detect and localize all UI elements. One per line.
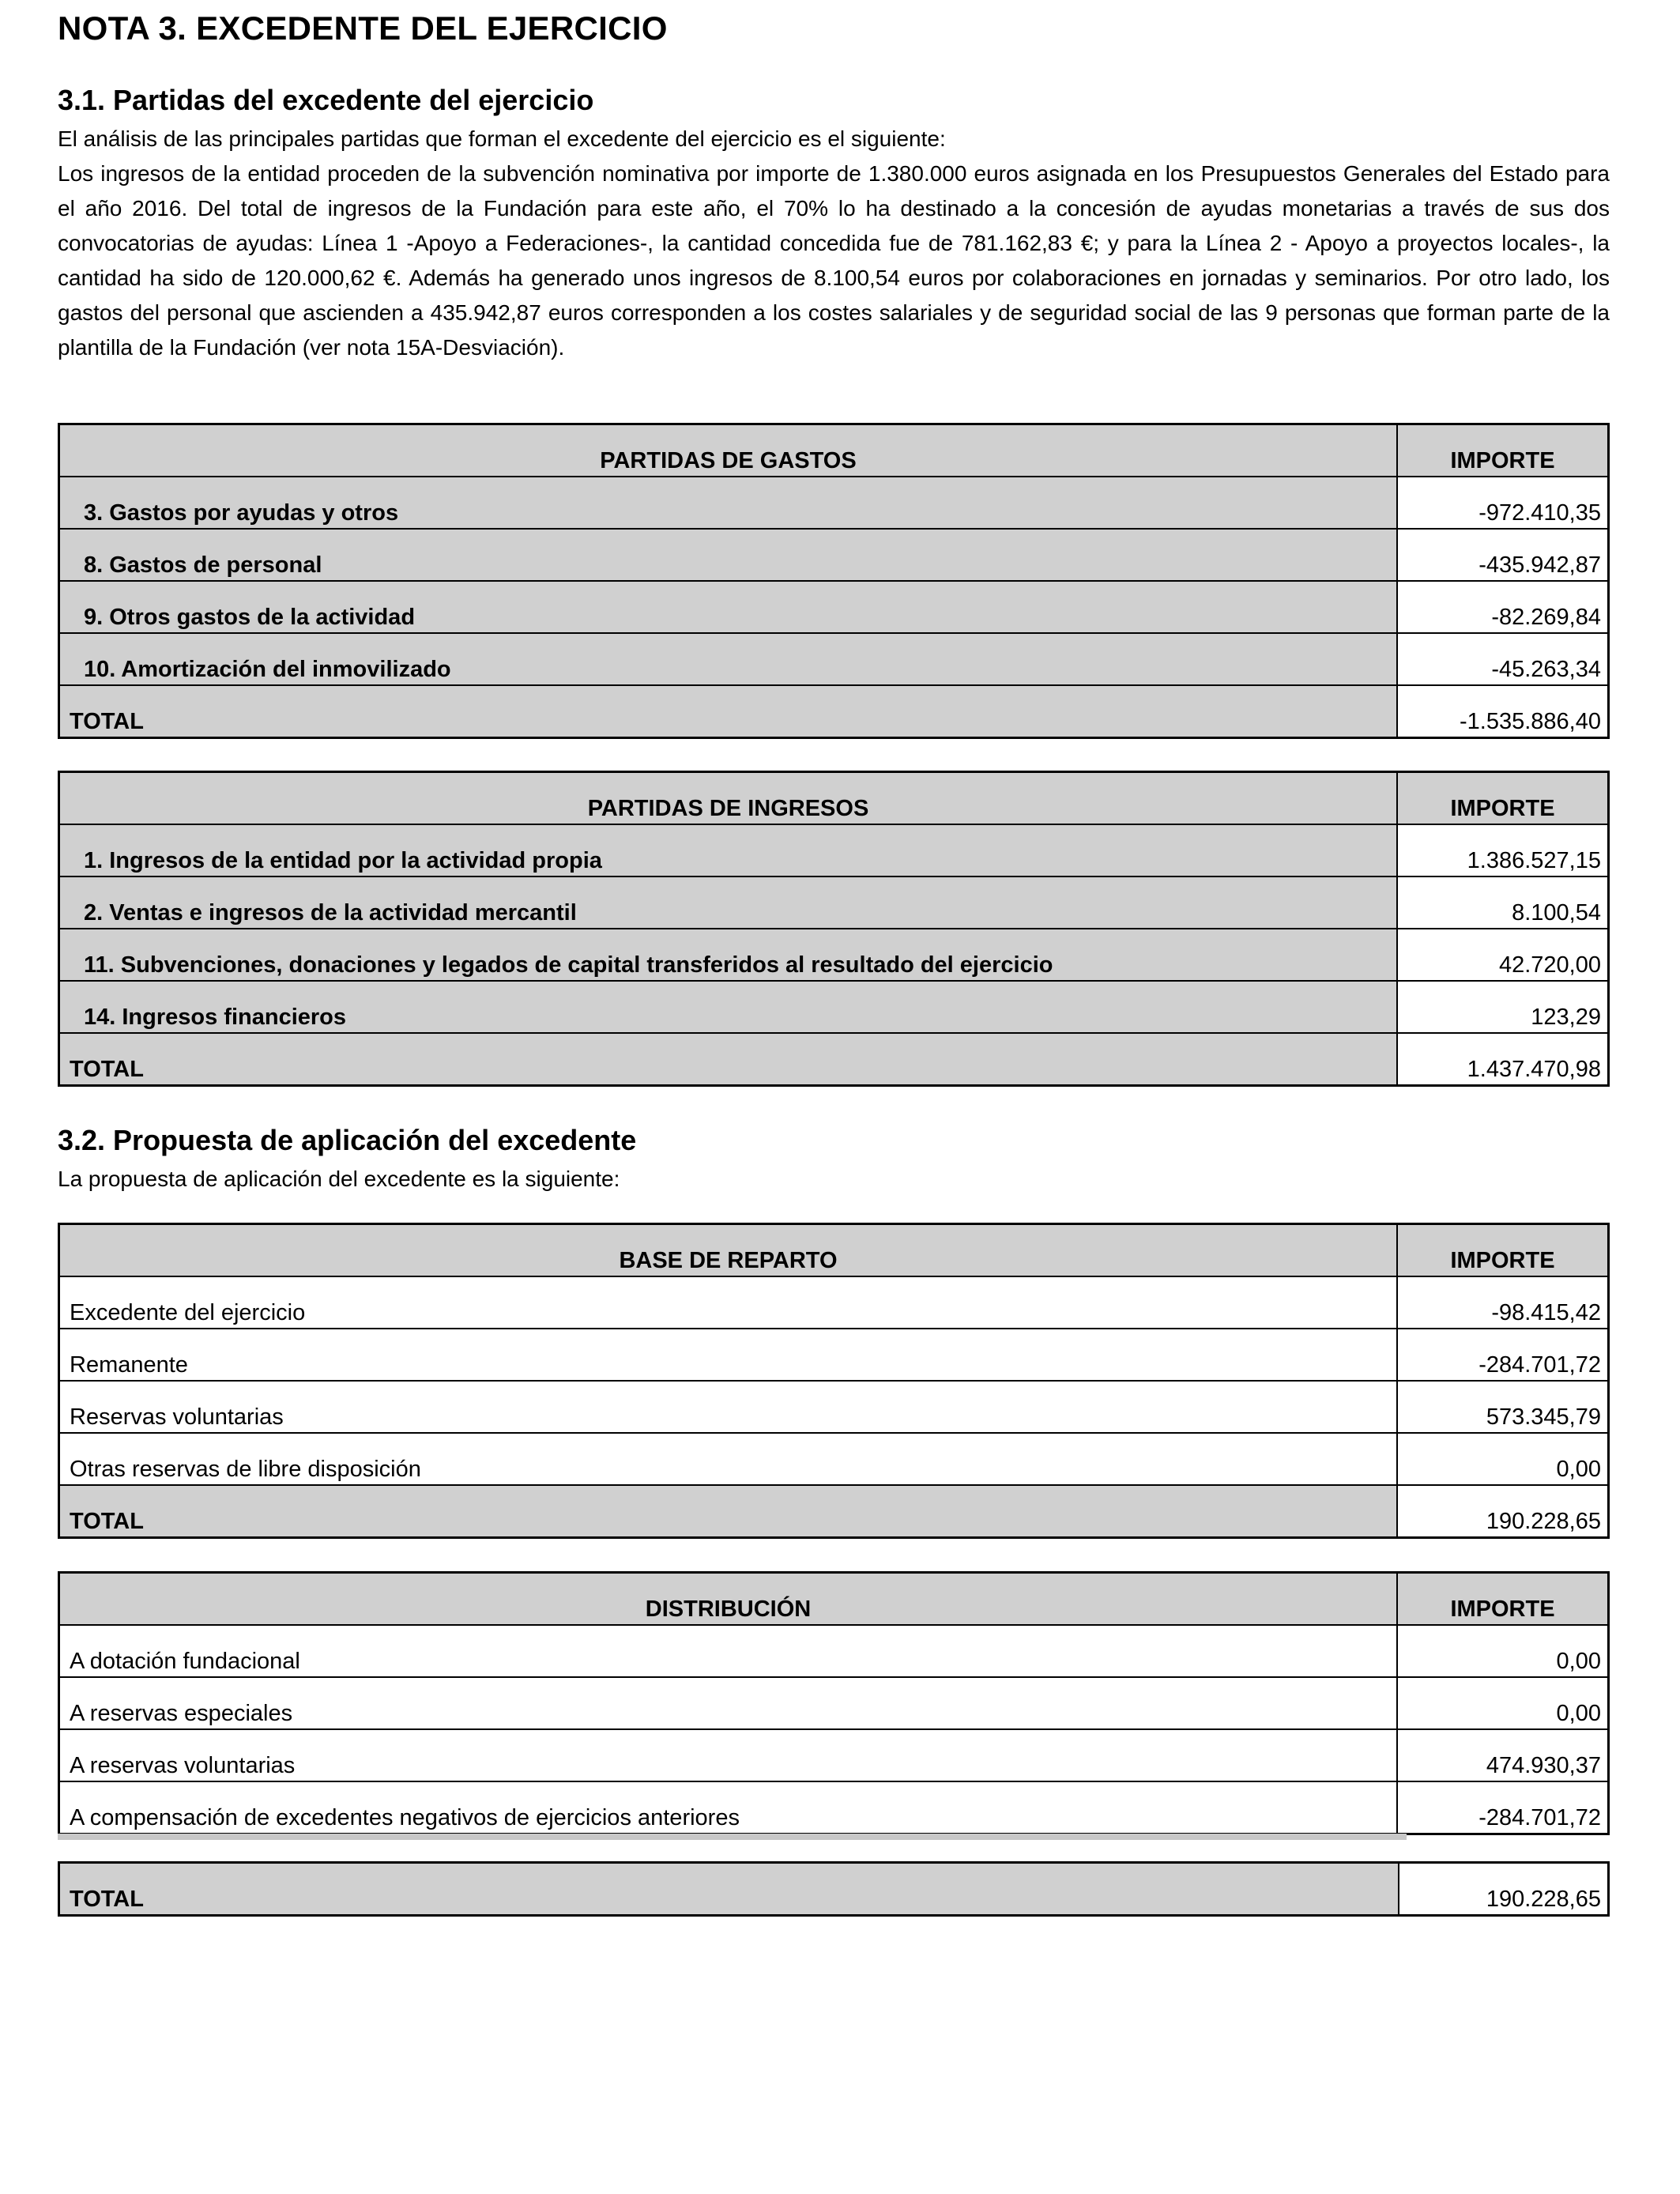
table-total-row: [59, 1033, 1609, 1086]
row-label: 1. Ingresos de la entidad por la actividad propia: [59, 824, 1398, 876]
row-value: 123,29: [1397, 981, 1609, 1033]
row-value: 0,00: [1397, 1625, 1609, 1677]
row-value: 0,00: [1397, 1433, 1609, 1485]
row-label: A dotación fundacional: [59, 1625, 1398, 1677]
row-value: 1.386.527,15: [1397, 824, 1609, 876]
page-title: NOTA 3. EXCEDENTE DEL EJERCICIO: [58, 9, 668, 47]
table-row: [59, 929, 1609, 981]
table-total-row: [59, 1863, 1609, 1916]
table-row: [59, 633, 1609, 685]
base-header: BASE DE REPARTO: [59, 1224, 1398, 1277]
row-label: Otras reservas de libre disposición: [59, 1433, 1398, 1485]
section-3-2-intro: La propuesta de aplicación del excedente es la siguiente:: [58, 1167, 620, 1191]
table-row: [59, 529, 1609, 581]
total-value: -1.535.886,40: [1397, 685, 1609, 738]
row-value: 0,00: [1397, 1677, 1609, 1729]
total-value: 190.228,65: [1399, 1863, 1609, 1916]
total-value: 190.228,65: [1397, 1485, 1609, 1538]
row-value: -45.263,34: [1397, 633, 1609, 685]
row-value: -284.701,72: [1397, 1329, 1609, 1381]
distribucion-header: DISTRIBUCIÓN: [59, 1573, 1398, 1626]
row-value: 8.100,54: [1397, 876, 1609, 929]
table-row: [59, 581, 1609, 633]
total-label: TOTAL: [59, 1485, 1398, 1538]
ingresos-header: PARTIDAS DE INGRESOS: [59, 772, 1398, 825]
table-header-row: [59, 1573, 1609, 1626]
table-row: [59, 1433, 1609, 1485]
importe-header: IMPORTE: [1397, 424, 1609, 477]
row-value: -972.410,35: [1397, 477, 1609, 529]
total-label: TOTAL: [59, 685, 1398, 738]
table-row: [59, 981, 1609, 1033]
table-row: [59, 1781, 1609, 1834]
row-label: 11. Subvenciones, donaciones y legados de capital transferidos al resultado del ejercicio: [59, 929, 1398, 981]
row-label: A reservas especiales: [59, 1677, 1398, 1729]
table-row: [59, 824, 1609, 876]
ingresos-table: [58, 771, 1610, 1087]
section-3-2-heading: 3.2. Propuesta de aplicación del excedente: [58, 1124, 637, 1156]
table-row: [59, 477, 1609, 529]
row-label: 3. Gastos por ayudas y otros: [59, 477, 1398, 529]
section-3-1-heading: 3.1. Partidas del excedente del ejercicio: [58, 84, 594, 116]
table-row: [59, 1625, 1609, 1677]
divider: [58, 1834, 1407, 1840]
row-value: 573.345,79: [1397, 1381, 1609, 1433]
table-row: [59, 1276, 1609, 1329]
total-label: TOTAL: [59, 1033, 1398, 1086]
table-total-row: [59, 1485, 1609, 1538]
section-3-1-intro: El análisis de las principales partidas que forman el excedente del ejercicio es el siguiente:: [58, 126, 946, 151]
row-value: -98.415,42: [1397, 1276, 1609, 1329]
importe-header: IMPORTE: [1397, 1224, 1609, 1277]
row-label: Reservas voluntarias: [59, 1381, 1398, 1433]
table-row: [59, 1381, 1609, 1433]
table-header-row: [59, 424, 1609, 477]
row-value: 42.720,00: [1397, 929, 1609, 981]
row-value: -435.942,87: [1397, 529, 1609, 581]
row-label: 9. Otros gastos de la actividad: [59, 581, 1398, 633]
base-reparto-table: [58, 1223, 1610, 1539]
table-row: [59, 1729, 1609, 1781]
gastos-table: [58, 423, 1610, 739]
row-label: 2. Ventas e ingresos de la actividad mercantil: [59, 876, 1398, 929]
table-header-row: [59, 772, 1609, 825]
distribucion-table: [58, 1571, 1610, 1835]
row-value: -284.701,72: [1397, 1781, 1609, 1834]
row-label: Excedente del ejercicio: [59, 1276, 1398, 1329]
row-label: A compensación de excedentes negativos de ejercicios anteriores: [59, 1781, 1398, 1834]
row-value: 474.930,37: [1397, 1729, 1609, 1781]
table-row: [59, 1329, 1609, 1381]
importe-header: IMPORTE: [1397, 772, 1609, 825]
table-row: [59, 1677, 1609, 1729]
row-label: 10. Amortización del inmovilizado: [59, 633, 1398, 685]
row-label: A reservas voluntarias: [59, 1729, 1398, 1781]
gastos-header: PARTIDAS DE GASTOS: [59, 424, 1398, 477]
row-value: -82.269,84: [1397, 581, 1609, 633]
table-row: [59, 876, 1609, 929]
table-total-row: [59, 685, 1609, 738]
row-label: Remanente: [59, 1329, 1398, 1381]
total-value: 1.437.470,98: [1397, 1033, 1609, 1086]
row-label: 8. Gastos de personal: [59, 529, 1398, 581]
importe-header: IMPORTE: [1397, 1573, 1609, 1626]
section-3-1-body: Los ingresos de la entidad proceden de la subvención nominativa por importe de 1.380.000 euros asignada en los Presupuestos Generales del Estado para el año 2016. Del total de ingresos de la Fundación para este año, el 70% lo ha destinado a la concesión de ayudas monetarias a través de sus dos convocatorias de ayudas: Línea 1 -Apoyo a Federaciones-, la cantidad concedida fue de 781.162,83 €; y para la Línea 2 - Apoyo a proyectos locales-, la cantidad ha sido de 120.000,62 €. Además ha generado unos ingresos de 8.100,54 euros por colaboraciones en jornadas y seminarios. Por otro lado, los gastos del personal que ascienden a 435.942,87 euros corresponden a los costes salariales y de seguridad social de las 9 personas que forman parte de la plantilla de la Fundación (ver nota 15A-Desviación).: [58, 161, 1610, 360]
table-header-row: [59, 1224, 1609, 1277]
distribucion-total-table: [58, 1861, 1610, 1917]
row-label: 14. Ingresos financieros: [59, 981, 1398, 1033]
total-label: TOTAL: [59, 1863, 1399, 1916]
